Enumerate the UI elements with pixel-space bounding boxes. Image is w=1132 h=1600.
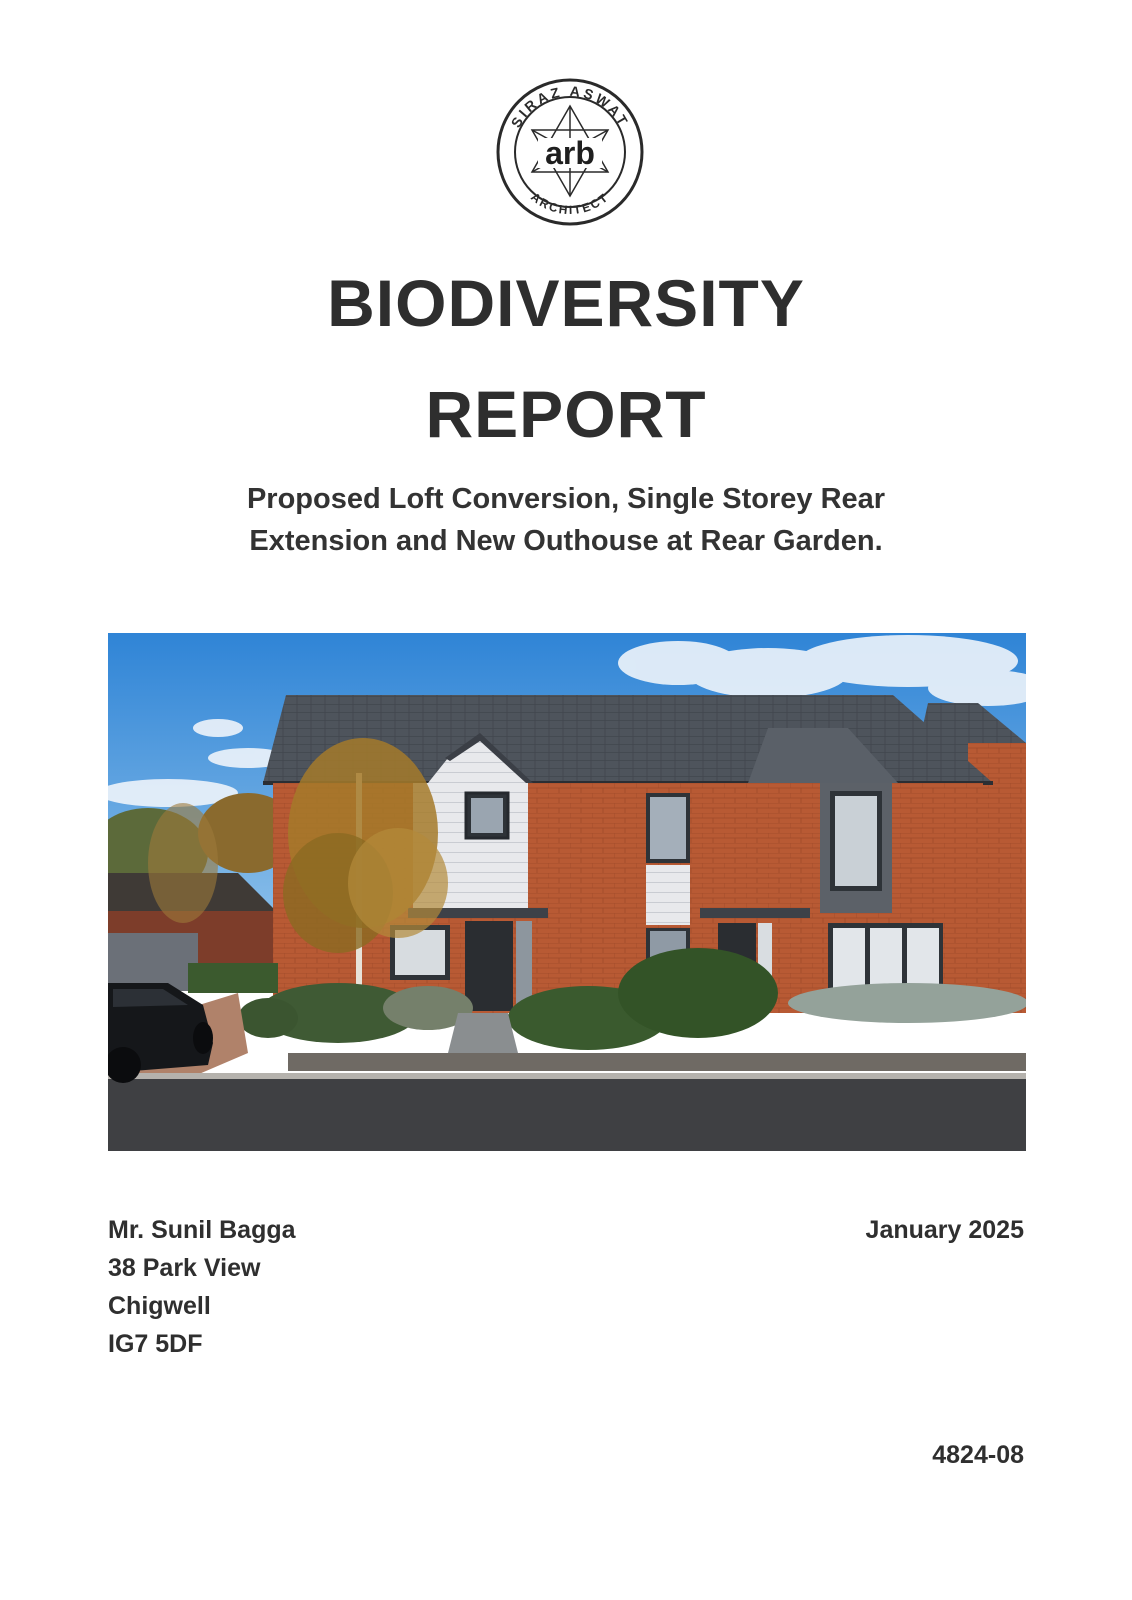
- report-title-line-1: BIODIVERSITY: [327, 266, 805, 340]
- house-photo: [108, 633, 1026, 1151]
- client-address-block: [108, 1211, 296, 1363]
- project-description-line-2: Extension and New Outhouse at Rear Garden.: [249, 525, 883, 557]
- svg-text:SIRAZ ASWAT: SIRAZ ASWAT: [507, 82, 633, 131]
- svg-text:ARCHITECT: ARCHITECT: [528, 189, 612, 218]
- client-name: Mr. Sunil Bagga: [108, 1216, 296, 1244]
- address-street: 38 Park View: [108, 1254, 261, 1282]
- address-town: Chigwell: [108, 1292, 211, 1320]
- svg-text:arb: arb: [545, 135, 595, 171]
- report-title-line-2: REPORT: [425, 377, 707, 451]
- report-date: January 2025: [865, 1216, 1024, 1244]
- document-reference: 4824-08: [932, 1441, 1024, 1469]
- project-description-line-1: Proposed Loft Conversion, Single Storey Rear: [246, 483, 886, 515]
- address-postcode: IG7 5DF: [108, 1330, 203, 1358]
- architect-seal-icon: [496, 78, 644, 226]
